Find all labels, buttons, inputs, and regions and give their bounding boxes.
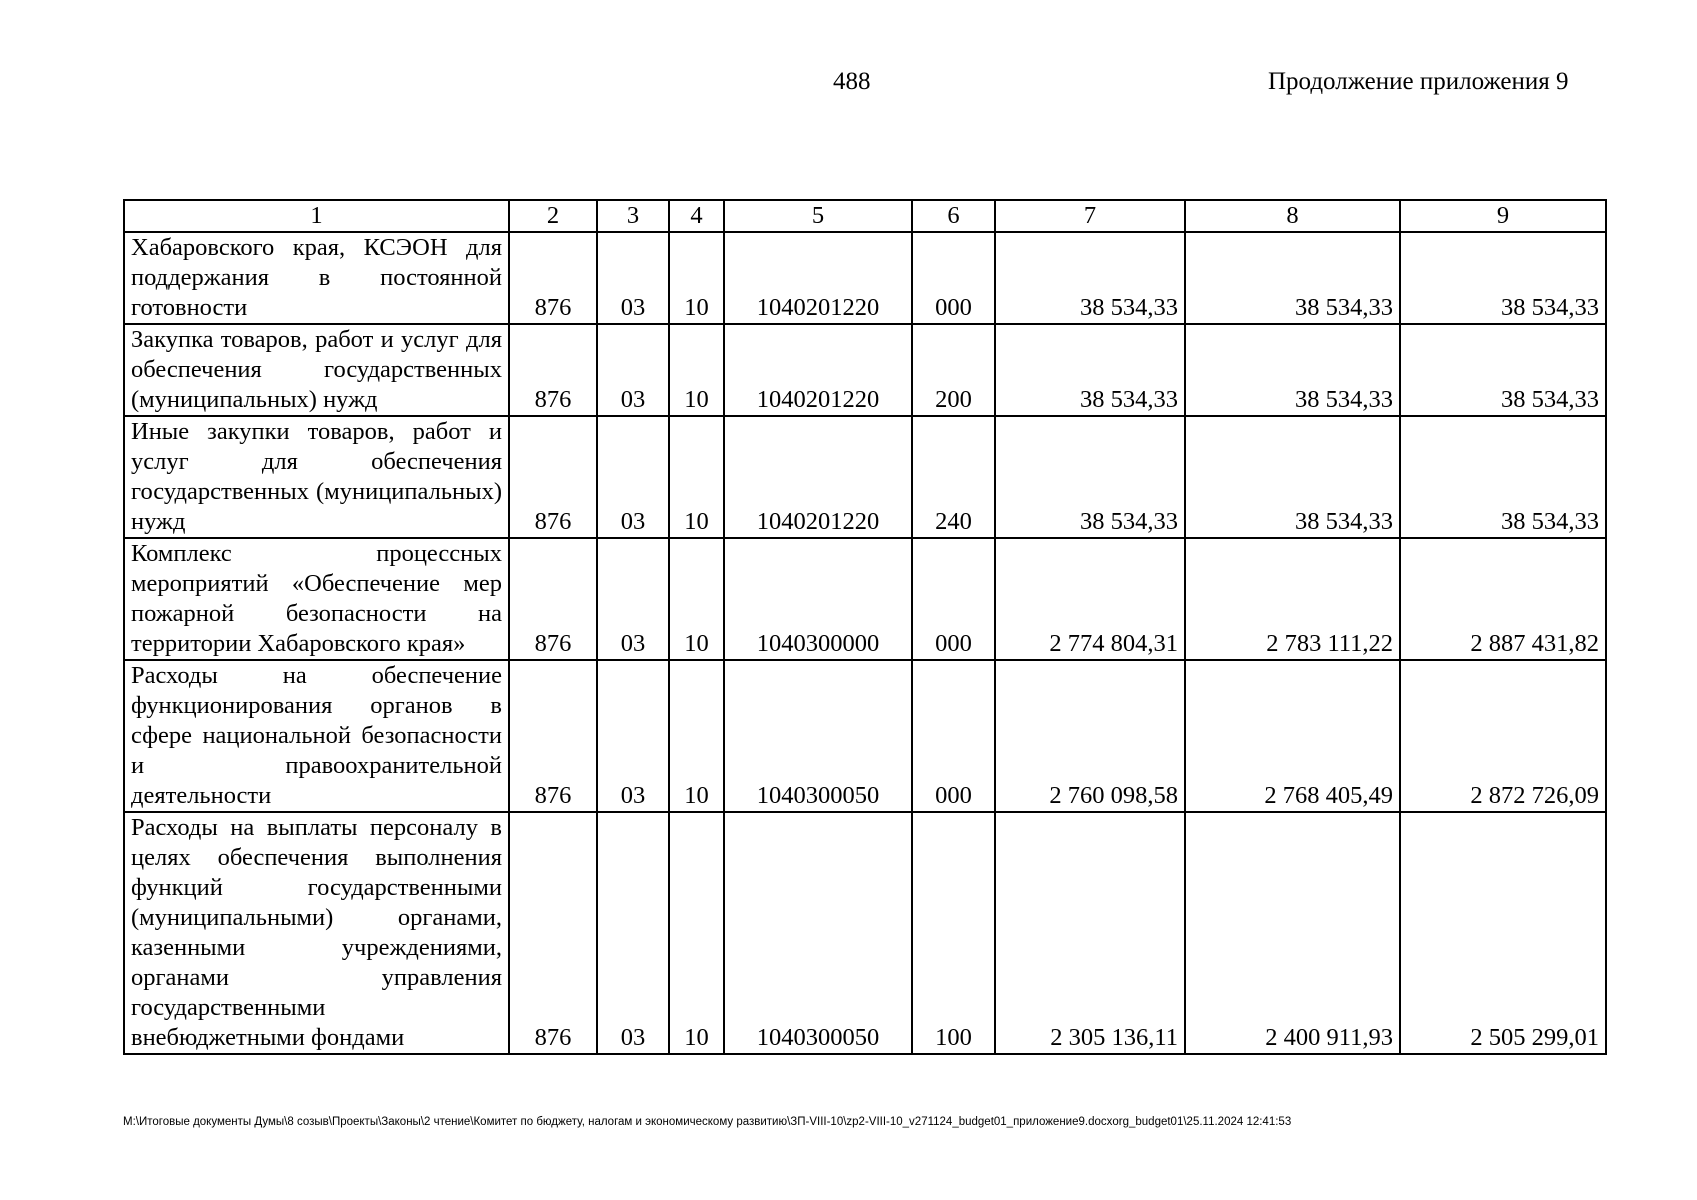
- row-name: Расходы на выплаты персоналу в целях обеспечения выполнения функций государственными (муниципальными) органами, казенными учреждениями, органами управления государственными внебюджетными фондами: [124, 812, 509, 1054]
- cell-subsection: 10: [669, 324, 724, 416]
- cell-amount: 2 760 098,58: [995, 660, 1185, 812]
- table-row: [124, 232, 1606, 324]
- cell-amount: 38 534,33: [1400, 232, 1606, 324]
- table-row: [124, 324, 1606, 416]
- cell-target-article: 1040300000: [724, 538, 912, 660]
- cell-target-article: 1040300050: [724, 812, 912, 1054]
- cell-amount: 2 505 299,01: [1400, 812, 1606, 1054]
- cell-expense-type: 240: [912, 416, 995, 538]
- cell-ministry-code: 876: [509, 416, 597, 538]
- cell-expense-type: 100: [912, 812, 995, 1054]
- budget-table: [123, 199, 1607, 1055]
- row-name: Комплекс процессных мероприятий «Обеспечение мер пожарной безопасности на территории Хабаровского края»: [124, 538, 509, 660]
- cell-amount: 38 534,33: [995, 324, 1185, 416]
- cell-amount: 38 534,33: [1185, 324, 1400, 416]
- column-header: 6: [912, 200, 995, 232]
- cell-amount: 38 534,33: [1400, 416, 1606, 538]
- cell-amount: 38 534,33: [995, 232, 1185, 324]
- cell-ministry-code: 876: [509, 660, 597, 812]
- cell-section: 03: [597, 416, 669, 538]
- cell-ministry-code: 876: [509, 324, 597, 416]
- cell-ministry-code: 876: [509, 812, 597, 1054]
- column-header: 4: [669, 200, 724, 232]
- column-number-row: [124, 200, 1606, 232]
- row-name: Иные закупки товаров, работ и услуг для обеспечения государственных (муниципальных) нужд: [124, 416, 509, 538]
- cell-subsection: 10: [669, 538, 724, 660]
- cell-section: 03: [597, 324, 669, 416]
- cell-section: 03: [597, 660, 669, 812]
- cell-section: 03: [597, 538, 669, 660]
- row-name: Расходы на обеспечение функционирования органов в сфере национальной безопасности и правоохранительной деятельности: [124, 660, 509, 812]
- cell-amount: 38 534,33: [1185, 416, 1400, 538]
- cell-amount: 2 305 136,11: [995, 812, 1185, 1054]
- cell-amount: 38 534,33: [1185, 232, 1400, 324]
- cell-subsection: 10: [669, 660, 724, 812]
- cell-amount: 38 534,33: [995, 416, 1185, 538]
- cell-amount: 2 783 111,22: [1185, 538, 1400, 660]
- cell-target-article: 1040201220: [724, 324, 912, 416]
- cell-target-article: 1040201220: [724, 232, 912, 324]
- cell-section: 03: [597, 812, 669, 1054]
- column-header: 1: [124, 200, 509, 232]
- cell-subsection: 10: [669, 232, 724, 324]
- cell-amount: 2 774 804,31: [995, 538, 1185, 660]
- row-name: Закупка товаров, работ и услуг для обеспечения государственных (муниципальных) нужд: [124, 324, 509, 416]
- table-row: [124, 538, 1606, 660]
- column-header: 5: [724, 200, 912, 232]
- column-header: 3: [597, 200, 669, 232]
- table-row: [124, 416, 1606, 538]
- column-header: 2: [509, 200, 597, 232]
- row-name: Хабаровского края, КСЭОН для поддержания в постоянной готовности: [124, 232, 509, 324]
- cell-amount: 2 872 726,09: [1400, 660, 1606, 812]
- cell-section: 03: [597, 232, 669, 324]
- cell-expense-type: 200: [912, 324, 995, 416]
- column-header: 9: [1400, 200, 1606, 232]
- cell-ministry-code: 876: [509, 232, 597, 324]
- cell-amount: 2 887 431,82: [1400, 538, 1606, 660]
- cell-subsection: 10: [669, 812, 724, 1054]
- table-row: [124, 660, 1606, 812]
- cell-expense-type: 000: [912, 660, 995, 812]
- continuation-label: Продолжение приложения 9: [1268, 68, 1569, 95]
- cell-amount: 2 768 405,49: [1185, 660, 1400, 812]
- cell-amount: 2 400 911,93: [1185, 812, 1400, 1054]
- cell-amount: 38 534,33: [1400, 324, 1606, 416]
- cell-target-article: 1040300050: [724, 660, 912, 812]
- cell-expense-type: 000: [912, 538, 995, 660]
- column-header: 7: [995, 200, 1185, 232]
- cell-ministry-code: 876: [509, 538, 597, 660]
- table-row: [124, 812, 1606, 1054]
- cell-expense-type: 000: [912, 232, 995, 324]
- cell-target-article: 1040201220: [724, 416, 912, 538]
- page-number: 488: [833, 68, 871, 95]
- footer-file-path: M:\Итоговые документы Думы\8 созыв\Проекты\Законы\2 чтение\Комитет по бюджету, налогам и экономическому развитию\ЗП-VIII-10\zp2-VIII-10_v271124_budget01_приложение9.docxorg_budget01\25.11.2024 12:41:53: [123, 1116, 1292, 1128]
- cell-subsection: 10: [669, 416, 724, 538]
- column-header: 8: [1185, 200, 1400, 232]
